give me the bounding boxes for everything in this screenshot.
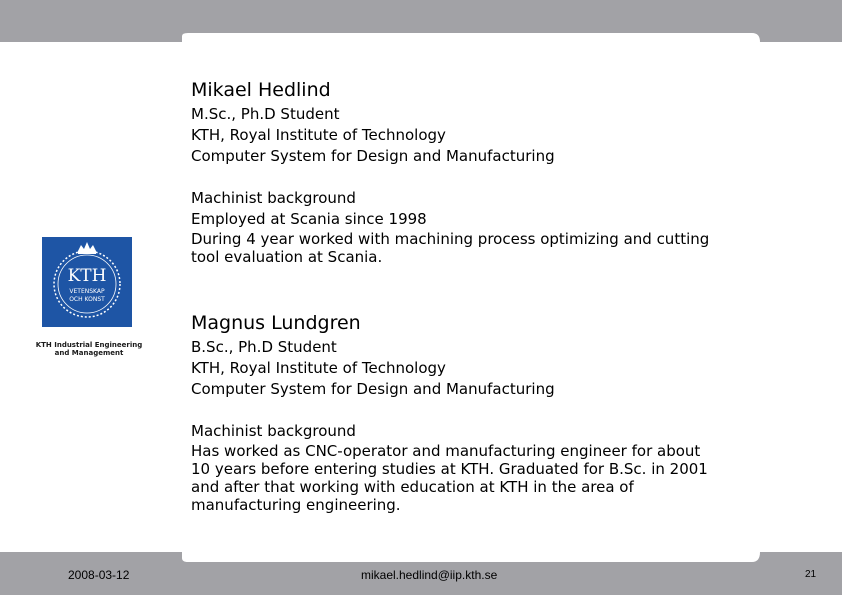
person2-detail: B.Sc., Ph.D Student <box>191 338 337 356</box>
header-band <box>0 0 842 42</box>
person2-background: and after that working with education at KTH in the area of <box>191 478 634 496</box>
person2-background: Has worked as CNC-operator and manufacturing engineer for about <box>191 442 701 460</box>
kth-logo <box>42 237 132 327</box>
logo-motto-line1: VETENSKAP <box>69 288 105 295</box>
person1-background: Machinist background <box>191 189 356 207</box>
footer-email[interactable]: mikael.hedlind@iip.kth.se <box>361 568 498 582</box>
person1-detail: Computer System for Design and Manufacturing <box>191 147 555 165</box>
person2-name: Magnus Lundgren <box>191 312 361 334</box>
person1-section <box>191 78 791 266</box>
person1-background: During 4 year worked with machining process optimizing and cutting <box>191 230 710 248</box>
person1-detail: M.Sc., Ph.D Student <box>191 105 340 123</box>
logo-caption-line2: and Management <box>54 349 124 357</box>
person2-background: Machinist background <box>191 422 356 440</box>
person2-background: manufacturing engineering. <box>191 496 401 514</box>
page-number: 21 <box>805 569 817 580</box>
person2-background: 10 years before entering studies at KTH. Graduated for B.Sc. in 2001 <box>191 460 708 478</box>
person1-background: tool evaluation at Scania. <box>191 248 383 266</box>
person1-background: Employed at Scania since 1998 <box>191 210 427 228</box>
person2-detail: KTH, Royal Institute of Technology <box>191 359 446 377</box>
person2-section <box>191 311 791 514</box>
logo-kth-text: KTH <box>67 266 107 286</box>
logo-motto-line2: OCH KONST <box>69 296 105 303</box>
person1-detail: KTH, Royal Institute of Technology <box>191 126 446 144</box>
logo-caption <box>22 341 156 357</box>
logo-caption-line1: KTH Industrial Engineering <box>35 341 143 349</box>
footer-date: 2008-03-12 <box>68 568 130 582</box>
person2-detail: Computer System for Design and Manufacturing <box>191 380 555 398</box>
person1-name: Mikael Hedlind <box>191 79 331 101</box>
